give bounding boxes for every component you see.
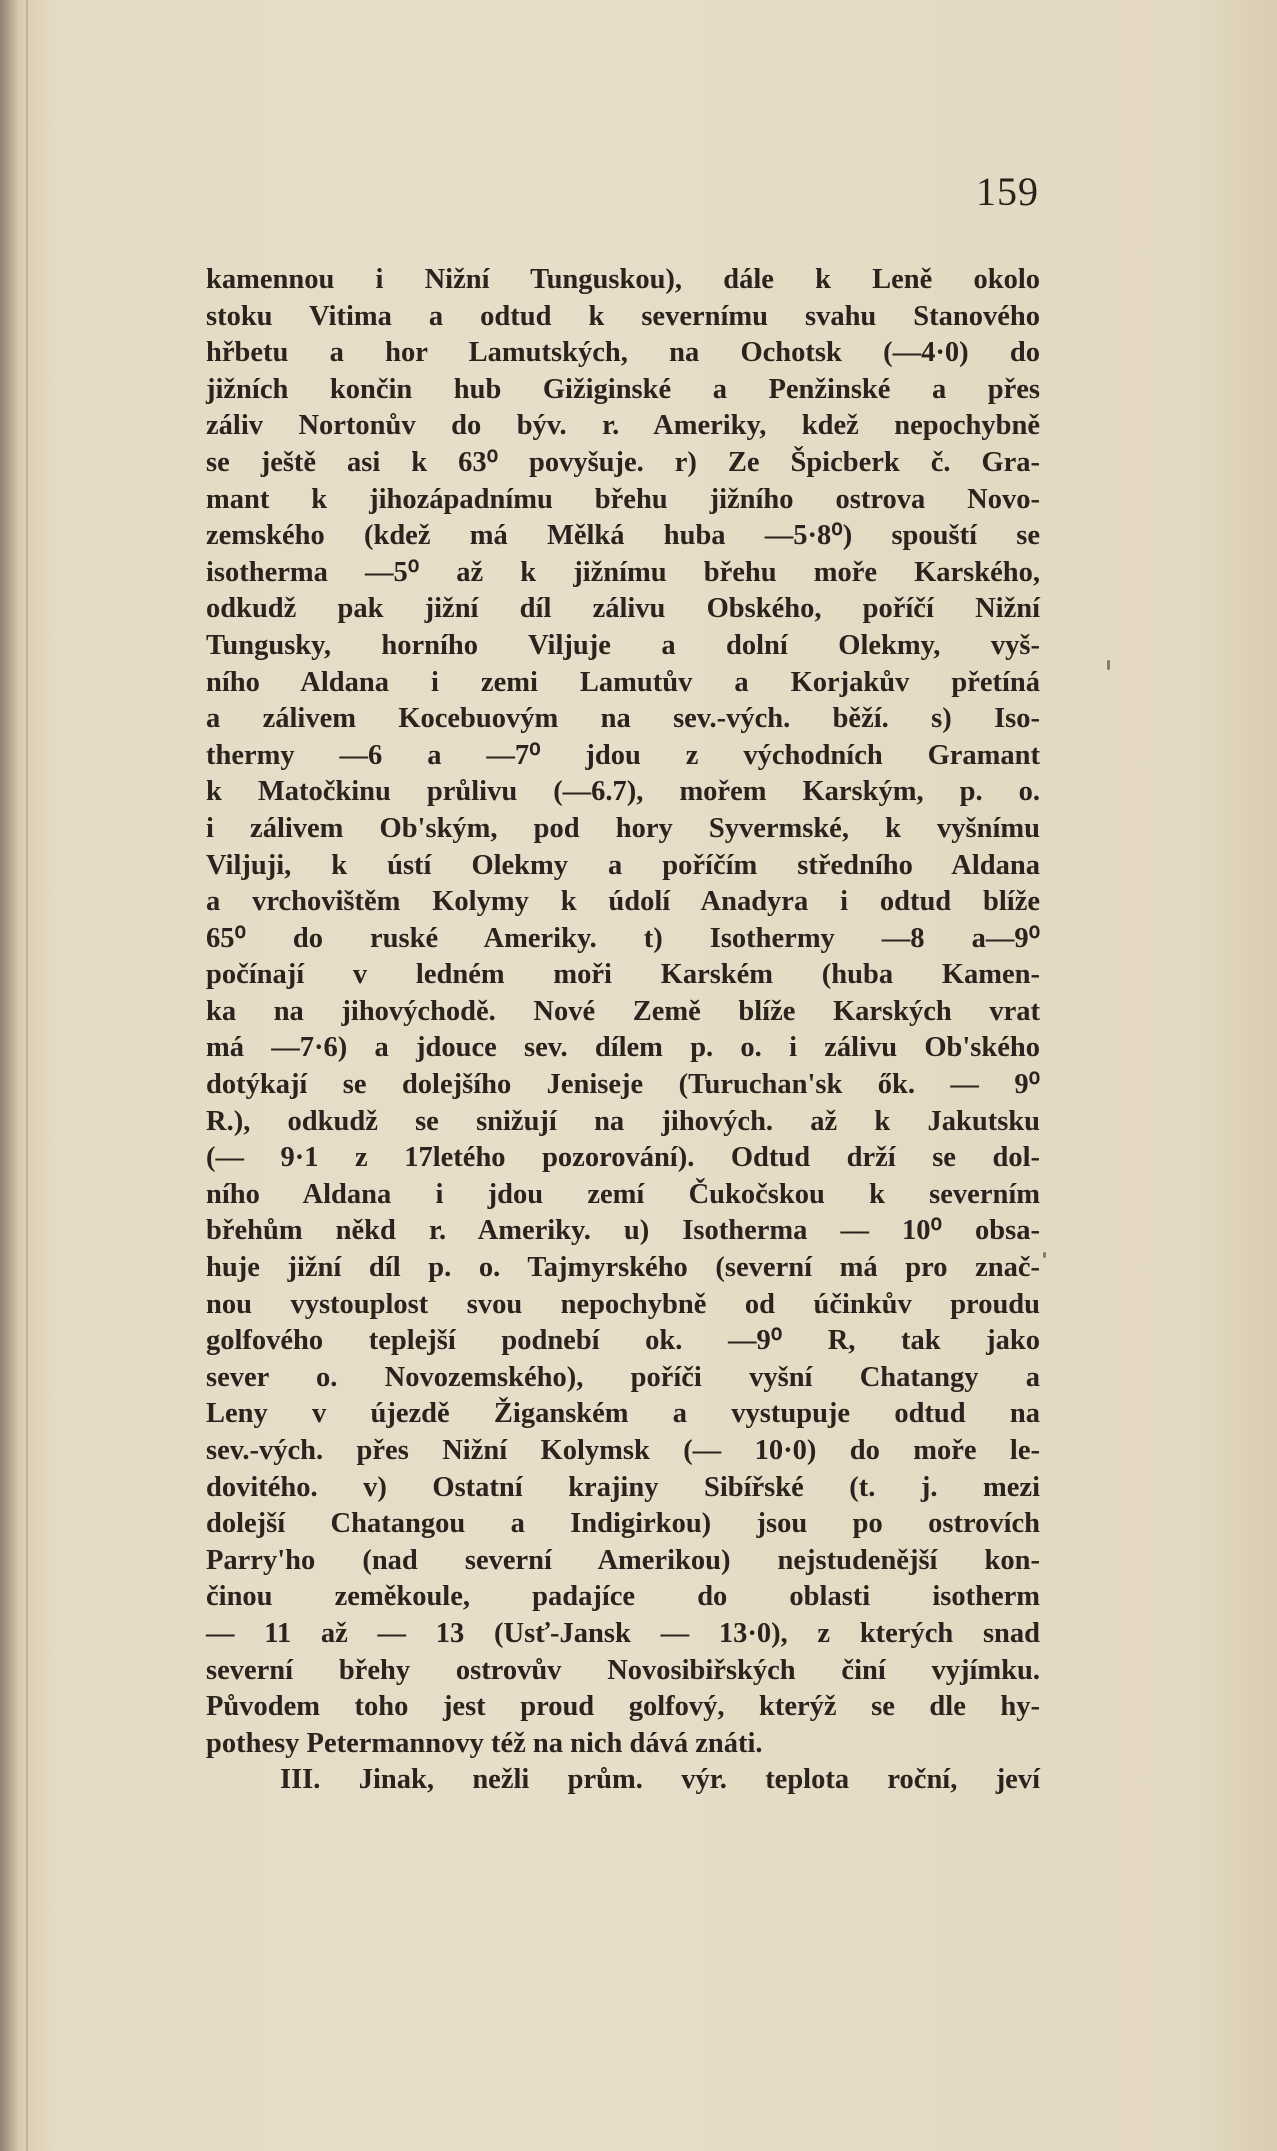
text-line: a zálivem Kocebuovým na sev.-vých. běží. s) Iso- <box>206 703 1040 735</box>
text-line: zemského (kdež má Mělká huba —5·8⁰) spouští se <box>206 520 1040 552</box>
text-line: sever o. Novozemského), poříči vyšní Chatangy a <box>206 1361 1040 1393</box>
text-line: Původem toho jest proud golfový, kterýž se dle hy- <box>206 1691 1040 1723</box>
text-line: se ještě asi k 63⁰ povyšuje. r) Ze Špicberk č. Gra- <box>206 446 1040 478</box>
paper-speck <box>1107 660 1110 670</box>
text-line: — 11 až — 13 (Usť-Jansk — 13·0), z kterých snad <box>206 1617 1040 1649</box>
text-line: Tungusky, horního Viljuje a dolní Olekmy, vyš- <box>206 629 1040 661</box>
text-line: Parry'ho (nad severní Amerikou) nejstudenější kon- <box>206 1544 1040 1576</box>
text-line: odkudž pak jižní díl zálivu Obského, poříčí Nižní <box>206 593 1040 625</box>
page-spine-shadow <box>0 0 18 2151</box>
text-line: (— 9·1 z 17letého pozorování). Odtud drží se dol- <box>206 1142 1040 1174</box>
text-line: k Matočkinu průlivu (—6.7), mořem Karským, p. o. <box>206 776 1040 808</box>
body-text <box>206 262 1040 1799</box>
text-line: kamennou i Nižní Tunguskou), dále k Leně okolo <box>206 264 1040 295</box>
text-line: dovitého. v) Ostatní krajiny Sibířské (t. j. mezi <box>206 1471 1040 1503</box>
text-line: počínají v ledném moři Karském (huba Kamen- <box>206 959 1040 991</box>
text-line: jižních končin hub Gižiginské a Penžinské a přes <box>206 373 1040 405</box>
page-number: 159 <box>976 169 1039 214</box>
text-line: sev.-vých. přes Nižní Kolymsk (— 10·0) do moře le- <box>206 1435 1040 1466</box>
text-line: ka na jihovýchodě. Nové Země blíže Karských vrat <box>206 995 1040 1027</box>
text-line: dotýkají se dolejšího Jeniseje (Turuchan'sk ők. — 9⁰ <box>206 1069 1040 1101</box>
text-line: dolejší Chatangou a Indigirkou) jsou po ostrovích <box>206 1508 1040 1540</box>
text-line: činou zeměkoule, padajíce do oblasti isotherm <box>206 1581 1040 1613</box>
text-line: Leny v újezdě Žiganském a vystupuje odtud na <box>206 1398 1040 1430</box>
text-line: isotherma —5⁰ až k jižnímu břehu moře Karského, <box>206 556 1040 588</box>
text-line: ního Aldana i zemi Lamutův a Korjakův přetíná <box>206 666 1040 698</box>
text-line: ního Aldana i jdou zemí Čukočskou k severním <box>206 1178 1040 1210</box>
text-line: záliv Nortonův do býv. r. Ameriky, kdež nepochybně <box>206 410 1040 442</box>
text-line: Viljuji, k ústí Olekmy a poříčím středního Aldana <box>206 849 1040 881</box>
text-line: mant k jihozápadnímu břehu jižního ostrova Novo- <box>206 483 1040 515</box>
text-line: nou vystouplost svou nepochybně od účinkův proudu <box>206 1288 1040 1320</box>
text-line: a vrchovištěm Kolymy k údolí Anadyra i odtud blíže <box>206 886 1040 918</box>
page-fold-line <box>26 0 28 2151</box>
text-line: severní břehy ostrovův Novosibiřských činí vyjímku. <box>206 1654 1040 1686</box>
text-line: huje jižní díl p. o. Tajmyrského (severní má pro znač- <box>206 1252 1040 1284</box>
text-line: má —7·6) a jdouce sev. dílem p. o. i zálivu Ob'ského <box>206 1032 1040 1064</box>
text-line: thermy —6 a —7⁰ jdou z východních Gramant <box>206 739 1040 771</box>
text-line: hřbetu a hor Lamutských, na Ochotsk (—4·0) do <box>206 337 1040 369</box>
paper-speck <box>1043 1252 1046 1258</box>
text-line: R.), odkudž se snižují na jihových. až k Jakutsku <box>206 1105 1040 1137</box>
text-line: golfového teplejší podnebí ok. —9⁰ R, tak jako <box>206 1325 1040 1357</box>
text-line: i zálivem Ob'ským, pod hory Syvermské, k vyšnímu <box>206 812 1040 844</box>
text-line: pothesy Petermannovy též na nich dává znáti. <box>206 1727 763 1759</box>
text-line: břehům někd r. Ameriky. u) Isotherma — 10⁰ obsa- <box>206 1215 1040 1247</box>
text-line: 65⁰ do ruské Ameriky. t) Isothermy —8 a—9⁰ <box>206 922 1040 954</box>
text-line: stoku Vitima a odtud k severnímu svahu Stanového <box>206 300 1040 332</box>
text-line: III. Jinak, nežli prům. výr. teplota roční, jeví <box>280 1764 1040 1796</box>
